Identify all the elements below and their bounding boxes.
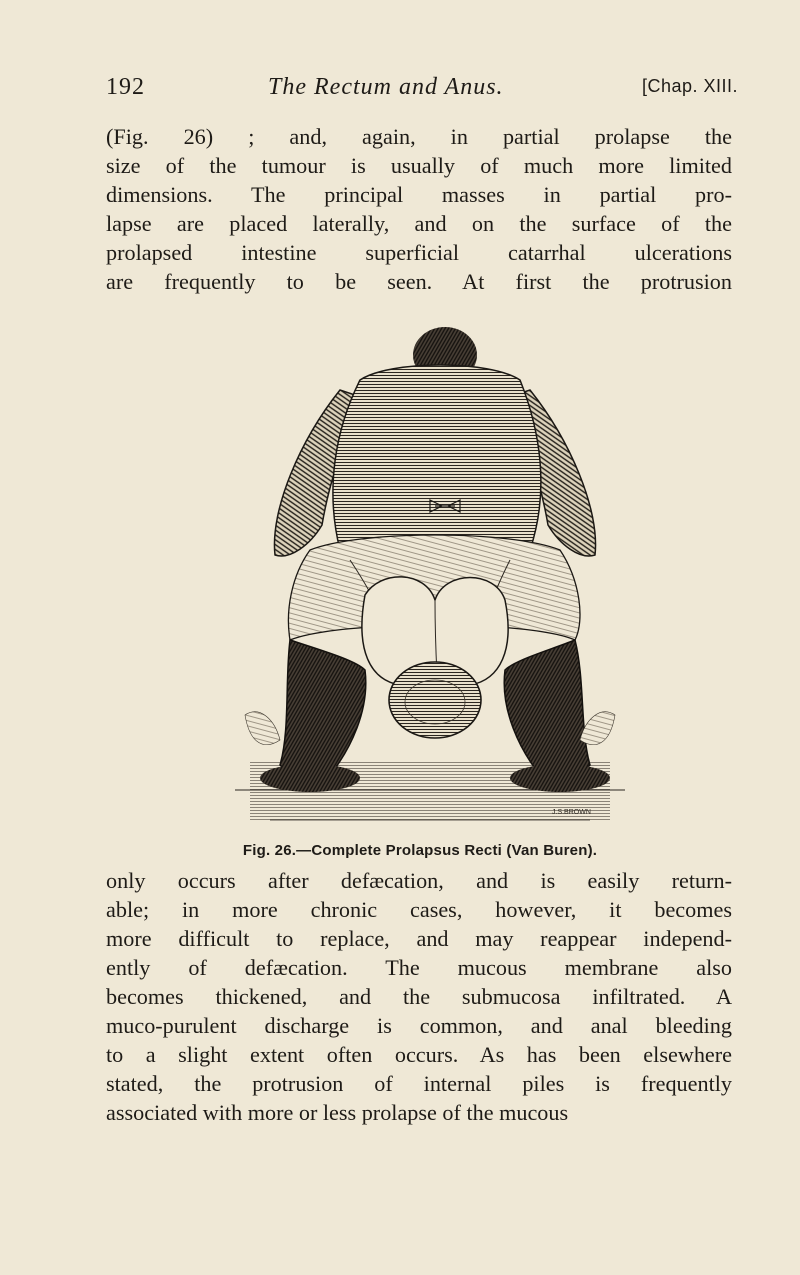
- text-line: to a slight extent often occurs. As has been elsewhere: [106, 1042, 732, 1067]
- text-line: becomes thickened, and the submucosa infiltrated. A: [106, 984, 732, 1009]
- figure-illustration: [230, 320, 630, 835]
- running-title: The Rectum and Anus.: [268, 74, 504, 100]
- right-foot: [510, 764, 610, 792]
- back-vest: [333, 365, 541, 561]
- text-line: muco-purulent discharge is common, and anal bleeding: [106, 1013, 732, 1038]
- text-line: dimensions. The principal masses in partial pro-: [106, 182, 732, 207]
- text-line: ently of defæcation. The mucous membrane also: [106, 955, 732, 980]
- text-line: are frequently to be seen. At first the protrusion: [106, 269, 732, 294]
- chapter-label: [Chap. XIII.: [641, 76, 738, 96]
- paragraph-bottom: [106, 866, 732, 1127]
- text-line: prolapsed intestine superficial catarrhal ulcerations: [106, 240, 732, 265]
- page-number: 192: [106, 74, 145, 100]
- prolapse-engraving: [230, 320, 630, 835]
- paragraph-top: [106, 122, 732, 296]
- text-line: more difficult to replace, and may reappear independ-: [106, 926, 732, 951]
- figure-caption: Fig. 26.—Complete Prolapsus Recti (Van Buren).: [242, 842, 598, 859]
- text-line: (Fig. 26) ; and, again, in partial prolapse the: [106, 124, 732, 149]
- engraver-signature: J.S.BROWN: [552, 809, 591, 816]
- text-line: size of the tumour is usually of much more limited: [106, 153, 732, 178]
- text-line: associated with more or less prolapse of the mucous: [106, 1100, 569, 1125]
- text-line: only occurs after defæcation, and is easily return-: [106, 868, 732, 893]
- right-leg: [504, 640, 590, 777]
- text-line: lapse are placed laterally, and on the surface of the: [106, 211, 732, 236]
- left-leg: [280, 640, 366, 777]
- left-foot: [260, 764, 360, 792]
- running-header: [106, 74, 738, 106]
- text-line: able; in more chronic cases, however, it becomes: [106, 897, 732, 922]
- text-line: stated, the protrusion of internal piles is frequently: [106, 1071, 732, 1096]
- prolapse-mass: [389, 662, 481, 738]
